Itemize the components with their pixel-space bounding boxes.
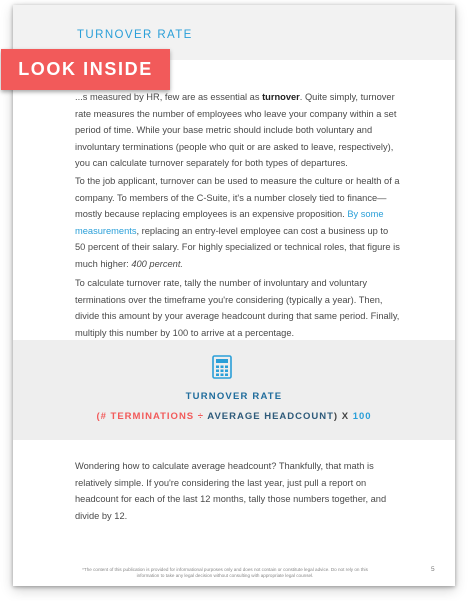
term-turnover: turnover — [262, 92, 300, 102]
paragraph-text: To calculate turnover rate, tally the number of involuntary and voluntary terminations over the timeframe you're considering (typically a year). Then, divide this amount by your average headcount during that same period. Finally, multiply this number by 100 to arrive at a percentage. — [75, 278, 400, 338]
formula-expression — [13, 411, 455, 422]
formula-multiplier: 100 — [352, 411, 372, 422]
paragraph-text: , replacing an entry-level employee can cost a business up to 50 percent of their salary. For highly specialized or technical roles, that figure is much higher: — [75, 225, 400, 269]
document-page — [13, 5, 455, 586]
paragraph-text: ...s measured by HR, few are as essential as — [75, 92, 263, 102]
formula-box — [13, 340, 455, 440]
formula-close-multiply: ) X — [333, 411, 353, 422]
paragraph-turnover-cost — [75, 173, 401, 272]
paragraph-text: Wondering how to calculate average headcount? Thankfully, that math is relatively simple. If you're considering the last year, just pull a report on headcount for each of the last 12 months, tally those numbers together, and divide by 12. — [75, 461, 387, 521]
emphasis-percent: 400 percent. — [131, 258, 184, 269]
measurements-link[interactable]: By some measurements — [75, 209, 384, 236]
paragraph-calculation — [75, 275, 401, 341]
formula-headcount: AVERAGE HEADCOUNT — [207, 411, 334, 422]
paragraph-turnover-definition — [75, 89, 401, 172]
formula-open-paren: ( — [96, 411, 101, 422]
paragraph-text: To the job applicant, turnover can be used to measure the culture or health of a company. To members of the C-Suite, it's a number closely tied to finance—mostly because replacing employees is an expensive proposition. — [75, 176, 400, 219]
look-inside-badge[interactable]: LOOK INSIDE — [1, 49, 170, 90]
calculator-icon — [212, 355, 232, 379]
formula-terminations: # TERMINATIONS — [100, 411, 195, 422]
header-title: TURNOVER RATE — [77, 29, 193, 41]
formula-divide: ÷ — [194, 411, 208, 422]
paragraph-average-headcount — [75, 458, 401, 524]
formula-title: TURNOVER RATE — [185, 391, 283, 402]
paragraph-text: . Quite simply, turnover rate measures the number of employees who leave your company within a set period of time. While your base metric should include both voluntary and involuntary terminations (people who quit or are asked to leave, respectively), you can calculate turnover separately for both types of departures. — [75, 92, 397, 168]
page-number: 5 — [431, 566, 435, 573]
legal-disclaimer: *The content of this publication is provided for informational purposes only and does not contain or constitute legal advice. Do not rely on this information to take any legal decision without consulting with appropriate legal counsel. — [82, 567, 368, 578]
